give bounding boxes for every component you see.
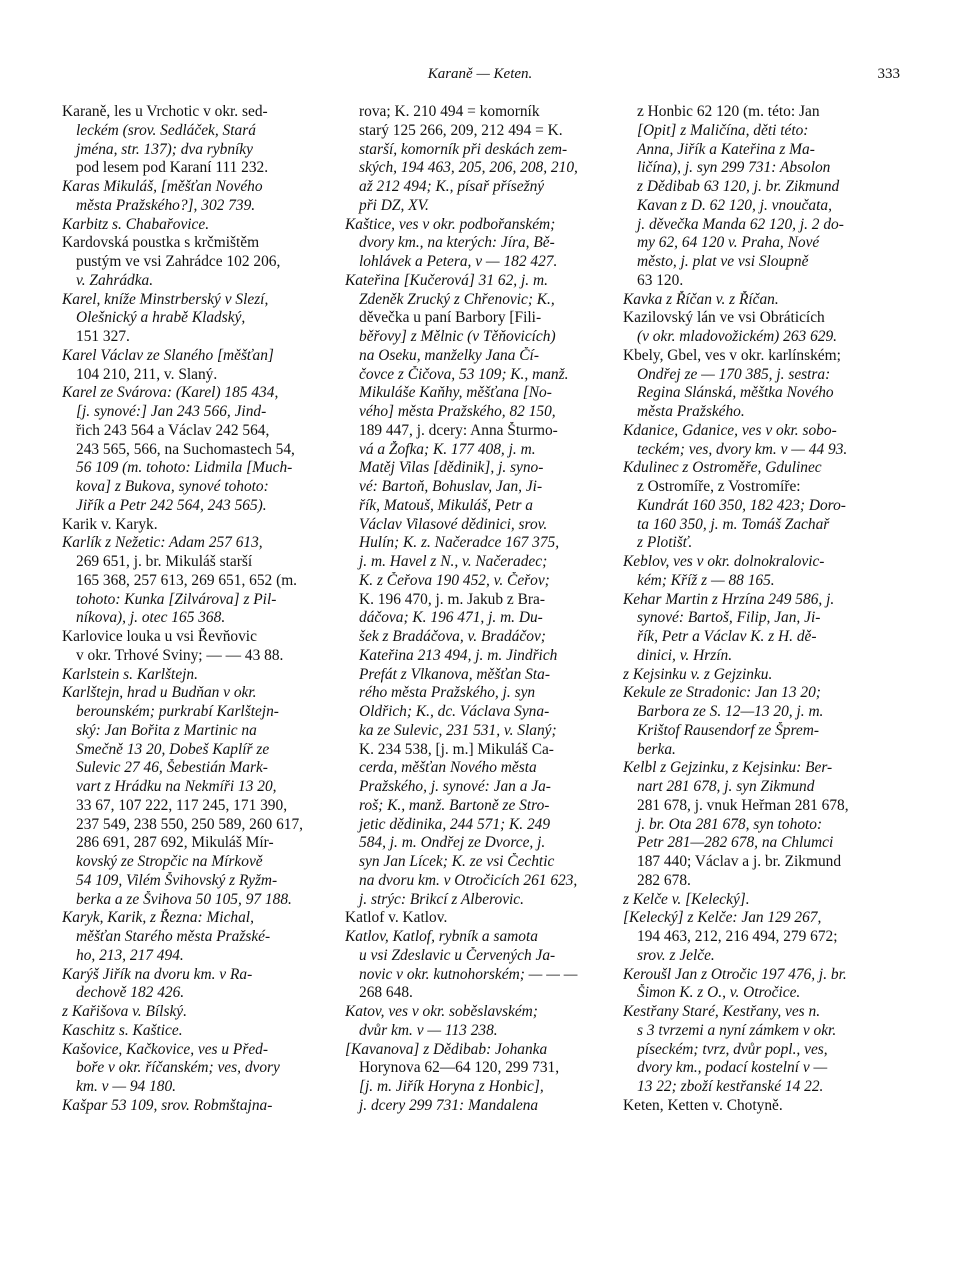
text-line: berka a ze Švihova 50 105, 97 188.	[76, 890, 292, 908]
text-line: novic v okr. kutnohorském; — — —	[359, 965, 578, 983]
text-line: ský: Jan Bořita z Martinic na	[76, 721, 257, 739]
text-line: Kestřany Staré, Kestřany, ves n.	[623, 1003, 821, 1020]
text-line: 237 549, 238 550, 250 589, 260 617,	[76, 815, 304, 833]
text-line: Kaštice, ves v okr. podbořanském;	[345, 215, 556, 233]
text-line: pustým ve vsi Zahrádce 102 206,	[76, 253, 281, 270]
text-line: Karas Mikuláš, [měšťan Nového	[62, 178, 263, 195]
text-line: 104 210, 211, v. Slaný.	[76, 365, 218, 383]
text-line: leckém (srov. Sedláček, Stará	[76, 121, 256, 139]
text-line: srov. z Jelče.	[637, 946, 715, 964]
text-line: Mikuláše Kaňhy, měšťana [No-	[359, 384, 552, 402]
text-line: při DZ, XV.	[359, 196, 429, 214]
text-line: [j. m. Jiřík Horyna z Honbic],	[359, 1078, 544, 1095]
text-line: vého] města Pražského, 82 150,	[359, 403, 556, 420]
text-line: ka ze Sulevic, 231 531, v. Slaný;	[359, 721, 557, 739]
page-number: 333	[877, 66, 900, 82]
text-line: město, j. plat ve vsi Sloupně	[637, 253, 809, 270]
text-line: Karel, kníže Minstrberský v Slezí,	[62, 290, 269, 308]
text-line: na Oseku, manželky Jana Čí-	[359, 346, 539, 364]
text-line: řík, Matouš, Mikuláš, Petr a	[359, 496, 533, 514]
text-line: až 212 494; K., písař přísežný	[359, 178, 545, 195]
text-line: K. 196 470, j. m. Jakub z Bra-	[359, 590, 545, 608]
text-line: Kaschitz s. Kaštice.	[62, 1021, 183, 1039]
text-line: [Opit] z Maličína, děti této:	[637, 121, 809, 139]
text-line: Karlovice louka u vsi Řevňovic	[62, 628, 257, 645]
text-line: j. m. Havel z N., v. Načeradec;	[359, 553, 548, 570]
text-line: pod lesem pod Karaní 111 232.	[76, 159, 269, 177]
text-line: teckém; ves, dvory km. v — 44 93.	[637, 440, 848, 458]
text-line: Kateřina [Kučerová] 31 62, j. m.	[345, 271, 548, 289]
text-line: jména, str. 137); dva rybníky	[76, 140, 253, 158]
text-line: kovský ze Stropčic na Mírkově	[76, 853, 263, 870]
text-line: Kehar Martin z Hrzína 249 586, j.	[623, 590, 835, 608]
text-line: lohlávek a Petera, v — 182 427.	[359, 253, 558, 270]
text-line: Matěj Vilas [dědinik], j. syno-	[359, 459, 544, 477]
text-line: rého města Pražského, j. syn	[359, 684, 536, 702]
text-line: K. z Čeřova 190 452, v. Čeřov;	[359, 571, 550, 589]
text-line: Prefát z Vlkanova, měšťan Sta-	[359, 665, 550, 683]
text-line: 281 678, j. vnuk Heřman 281 678,	[637, 796, 849, 814]
text-line: Karel ze Svárova: (Karel) 185 434,	[62, 384, 279, 402]
text-line: Ondřej ze — 170 385, j. sestra:	[637, 365, 831, 383]
text-line: čovce z Čičova, 53 109; K., manž.	[359, 365, 569, 383]
text-line: v okr. Trhové Sviny; — — 43 88.	[76, 646, 284, 664]
text-line: Karyk, Karik, z Řezna: Michal,	[62, 909, 254, 927]
text-line: j. br. Ota 281 678, syn tohoto:	[637, 815, 823, 833]
text-line: vá a Žofka; K. 177 408, j. m.	[359, 440, 536, 458]
text-line: Katlov, Katlof, rybník a samota	[345, 928, 538, 945]
text-line: [Kavanova] z Dědibab: Johanka	[345, 1040, 548, 1058]
text-line: Kdanice, Gdanice, ves v okr. sobo-	[623, 421, 837, 439]
text-line: Anna, Jiřík a Kateřina z Ma-	[637, 140, 815, 158]
text-line: berka.	[637, 740, 676, 758]
text-line: Karik v. Karyk.	[62, 515, 158, 533]
text-line: Kavan z D. 62 120, j. vnoučata,	[637, 196, 832, 214]
text-line: u vsi Zdeslavic u Červených Ja-	[359, 946, 556, 964]
text-line: ho, 213, 217 494.	[76, 946, 184, 964]
text-line: Karlštejn, hrad u Budňan v okr.	[62, 684, 257, 702]
text-line: berounském; purkrabí Karlštejn-	[76, 703, 279, 720]
text-line: nart 281 678, j. syn Zikmund	[637, 778, 815, 795]
text-line: Katlof v. Katlov.	[345, 909, 448, 927]
text-line: v. Zahrádka.	[76, 271, 154, 289]
text-line: dvory km., podací kostelní v —	[637, 1059, 828, 1077]
text-line: Horynova 62—64 120, 299 731,	[359, 1059, 560, 1077]
text-line: 189 447, j. dcery: Anna Šturmo-	[359, 421, 558, 439]
text-line: Kazilovský lán ve vsi Obráticích	[623, 309, 825, 327]
text-line: 63 120.	[637, 271, 684, 289]
text-line: Václav Vilasové dědinici, srov.	[359, 515, 548, 533]
text-line: Keblov, ves v okr. dolnokralovic-	[623, 553, 825, 570]
text-line: Keroušl Jan z Otročic 197 476, j. br.	[623, 965, 847, 983]
text-line: Smečně 13 20, Dobeš Kaplíř ze	[76, 740, 270, 758]
text-line: dinici, v. Hrzín.	[637, 646, 733, 664]
text-line: níkova), j. otec 165 368.	[76, 609, 226, 627]
text-line: Oldřich; K., dc. Václava Syna-	[359, 703, 550, 720]
text-line: Regina Slánská, měštka Nového	[637, 384, 834, 402]
column-2	[345, 103, 607, 1116]
text-line: K. 234 538, [j. m.] Mikuláš Ca-	[359, 740, 554, 758]
text-line: 268 648.	[359, 984, 413, 1002]
text-line: Krištof Rausendorf ze Šprem-	[637, 721, 819, 739]
text-line: dvůr km. v — 113 238.	[359, 1021, 498, 1039]
text-line: Katov, ves v okr. soběslavském;	[345, 1003, 538, 1020]
text-line: starší, komorník při deskách zem-	[359, 140, 568, 158]
text-line: Olešnický a hrabě Kladský,	[76, 309, 246, 327]
text-line: řík, Petr a Václav K. z H. dě-	[637, 628, 817, 645]
text-line: Zdeněk Zrucký z Chřenovic; K.,	[359, 290, 555, 308]
text-line: my 62, 64 120 v. Praha, Nové	[637, 234, 820, 252]
text-line: Jiřík a Petr 242 564, 243 565).	[76, 496, 267, 514]
text-line: Keten, Ketten v. Chotyně.	[623, 1096, 783, 1114]
text-line: vart z Hrádku na Nekmíři 13 20,	[76, 778, 277, 795]
text-line: roš; K., manž. Bartoně ze Stro-	[359, 796, 550, 814]
text-line: Barbora ze S. 12—13 20, j. m.	[637, 703, 824, 720]
text-line: na dvoru km. v Otročicích 261 623,	[359, 871, 578, 889]
text-line: z Honbic 62 120 (m. této: Jan	[637, 103, 820, 120]
text-line: Kbely, Gbel, ves v okr. karlínském;	[623, 346, 841, 364]
text-line: j. dcery 299 731: Mandalena	[359, 1096, 539, 1114]
text-line: Pražského, j. synové: Jan a Ja-	[359, 778, 551, 795]
text-line: Kavka z Říčan v. z Říčan.	[623, 290, 779, 308]
text-line: Karel Václav ze Slaného [měšťan]	[62, 346, 274, 364]
text-line: Šimon K. z O., v. Otročice.	[637, 984, 801, 1002]
text-line: děvečka u paní Barbory [Fili-	[359, 309, 542, 327]
text-line: města Pražského?], 302 739.	[76, 196, 256, 214]
text-line: Hulín; K. z. Načeradce 167 375,	[359, 534, 560, 552]
text-line: kém; Kříž z — 88 165.	[637, 571, 775, 589]
text-line: syn Jan Lícek; K. ze vsi Čechtic	[359, 853, 555, 870]
text-line: dvory km., na kterých: Jíra, Bě-	[359, 234, 555, 252]
text-line: z Ostromíře, z Vostromíře:	[637, 478, 801, 495]
text-line: jetic dědinika, 244 571; K. 249	[359, 815, 551, 833]
text-line: ličína), j. syn 299 731: Absolon	[637, 159, 831, 177]
text-line: Karaně, les u Vrchotic v okr. sed-	[62, 103, 268, 120]
text-line: 56 109 (m. tohoto: Lidmila [Much-	[76, 459, 293, 477]
text-line: 165 368, 257 613, 269 651, 652 (m.	[76, 571, 298, 589]
column-3	[623, 103, 885, 1116]
text-line: Karlík z Nežetic: Adam 257 613,	[62, 534, 263, 552]
text-line: 286 691, 287 692, Mikuláš Mír-	[76, 834, 274, 852]
text-line: rova; K. 210 494 = komorník	[359, 103, 540, 120]
text-line: města Pražského.	[637, 403, 745, 420]
text-line: z Kelče v. [Kelecký].	[623, 890, 750, 908]
text-line: Karýš Jiřík na dvoru km. v Ra-	[62, 965, 253, 983]
text-line: (v okr. mladovožickém) 263 629.	[637, 328, 838, 345]
text-line: píseckém; tvrz, dvůr popl., ves,	[637, 1040, 828, 1058]
text-line: měšťan Starého města Pražské-	[76, 928, 271, 945]
text-line: Kašovice, Kačkovice, ves u Před-	[62, 1040, 268, 1058]
text-line: s 3 tvrzemi a nyní zámkem v okr.	[637, 1021, 837, 1039]
text-line: 13 22; zboží kestřanské 14 22.	[637, 1078, 824, 1095]
text-line: 269 651, j. br. Mikuláš starší	[76, 553, 253, 570]
text-line: Karlstein s. Karlštejn.	[62, 665, 198, 683]
text-line: km. v — 94 180.	[76, 1078, 177, 1095]
text-line: starý 125 266, 209, 212 494 = K.	[359, 121, 563, 139]
text-line: Karbitz s. Chabařovice.	[62, 215, 210, 233]
text-line: Kateřina 213 494, j. m. Jindřich	[359, 646, 558, 664]
text-line: Petr 281—282 678, na Chlumci	[637, 834, 834, 852]
text-line: Sulevic 27 46, Šebestián Mark-	[76, 759, 268, 777]
text-line: 194 463, 212, 216 494, 279 672;	[637, 928, 838, 945]
text-line: cerda, měšťan Nového města	[359, 759, 537, 777]
text-line: tohoto: Kunka [Zilvárova] z Pil-	[76, 590, 277, 608]
text-line: řich 243 564 a Václav 242 564,	[76, 421, 270, 439]
text-line: synové: Bartoš, Filip, Jan, Ji-	[637, 609, 821, 627]
text-line: Kundrát 160 350, 182 423; Doro-	[637, 496, 846, 514]
text-line: z Kařišova v. Bílský.	[62, 1003, 187, 1020]
text-line: [j. synové:] Jan 243 566, Jind-	[76, 403, 267, 420]
text-line: dechově 182 426.	[76, 984, 185, 1002]
text-line: boře v okr. říčanském; ves, dvory	[76, 1059, 280, 1077]
text-line: Kdulinec z Ostroměře, Gdulinec	[623, 459, 822, 477]
text-line: 282 678.	[637, 871, 691, 889]
text-line: 584, j. m. Ondřej ze Dvorce, j.	[359, 834, 546, 852]
text-line: šek z Bradáčova, v. Bradáčov;	[359, 628, 546, 645]
text-line: Kekule ze Stradonic: Jan 13 20;	[623, 684, 821, 702]
text-line: dáčova; K. 196 471, j. m. Du-	[359, 609, 543, 627]
text-line: vé: Bartoň, Bohuslav, Jan, Ji-	[359, 478, 543, 495]
text-line: j. strýc: Brikcí z Alberovic.	[359, 890, 524, 908]
text-line: j. děvečka Manda 62 120, j. 2 do-	[637, 215, 844, 233]
text-line: kova] z Bukova, synové tohoto:	[76, 478, 269, 495]
text-line: [Kelecký] z Kelče: Jan 129 267,	[623, 909, 822, 927]
column-1	[62, 103, 324, 1116]
text-line: z Dědibab 63 120, j. br. Zikmund	[637, 178, 840, 195]
text-line: 243 565, 566, na Suchomastech 54,	[76, 440, 295, 458]
text-line: Kašpar 53 109, srov. Robmštajna-	[62, 1096, 273, 1114]
text-line: ta 160 350, j. m. Tomáš Zachař	[637, 515, 830, 533]
text-line: z Kejsinku v. z Gejzinku.	[623, 665, 773, 683]
text-line: ských, 194 463, 205, 206, 208, 210,	[359, 159, 578, 177]
running-head	[60, 66, 900, 86]
text-line: z Plotišť.	[637, 534, 693, 552]
text-line: Kardovská poustka s krčmištěm	[62, 234, 260, 252]
text-line: 151 327.	[76, 328, 130, 345]
text-line: 33 67, 107 222, 117 245, 171 390,	[76, 796, 288, 814]
text-line: 187 440; Václav a j. br. Zikmund	[637, 853, 842, 870]
running-title: Karaně — Keten.	[427, 66, 533, 82]
text-line: 54 109, Vilém Švihovský z Ryžm-	[76, 871, 278, 889]
text-line: Kelbl z Gejzinku, z Kejsinku: Ber-	[623, 759, 833, 777]
text-line: běřovy] z Mělnic (v Těňovicích)	[359, 328, 556, 345]
